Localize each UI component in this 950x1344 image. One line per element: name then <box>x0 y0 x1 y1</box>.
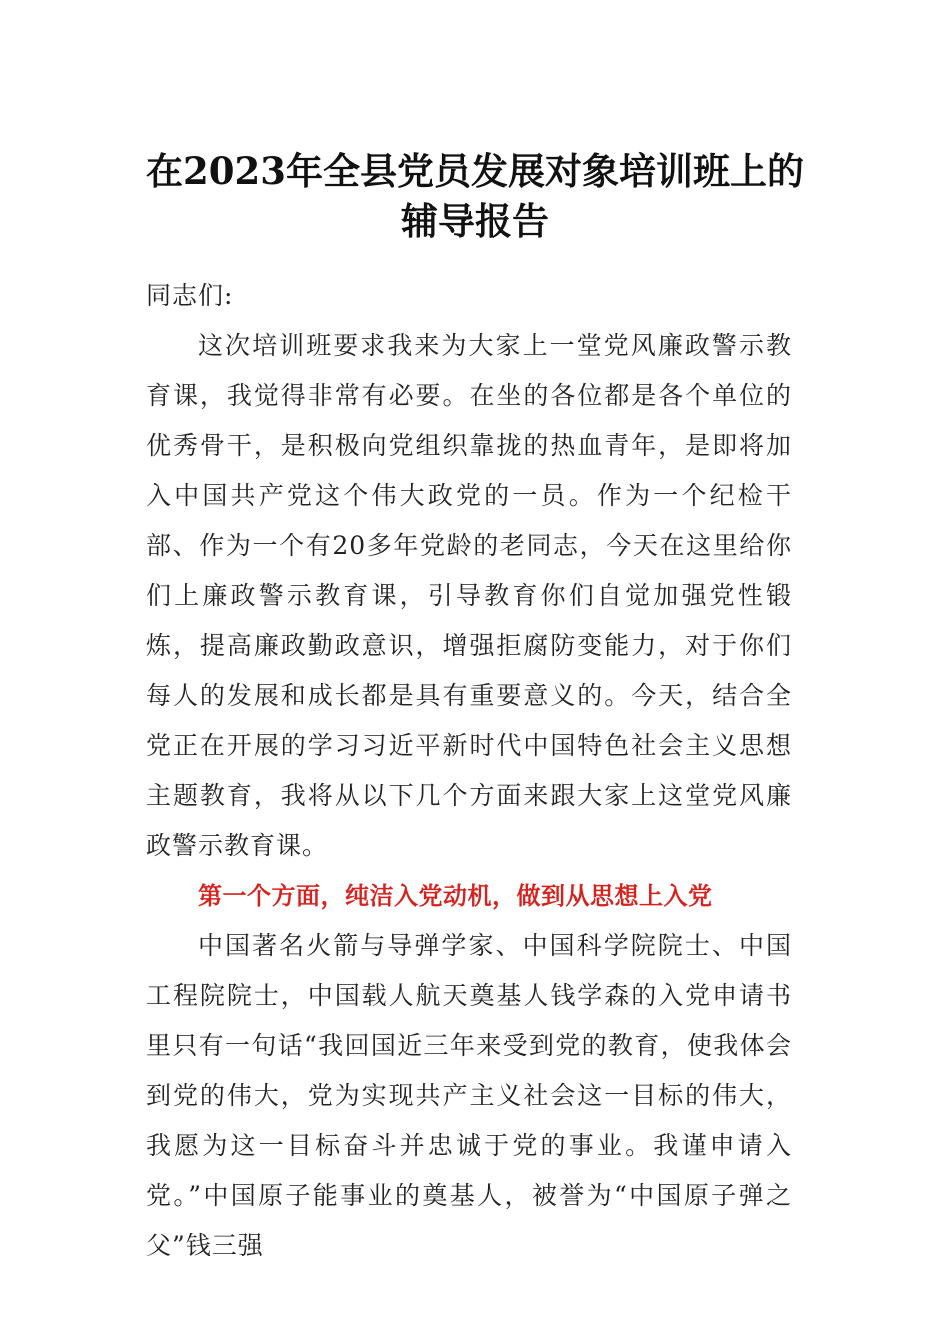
section-heading: 第一个方面，纯洁入党动机，做到从思想上入党 <box>198 882 713 910</box>
document-title: 在2023年全县党员发展对象培训班上的辅导报告 <box>146 149 804 243</box>
section-paragraph: 中国著名火箭与导弹学家、中国科学院院士、中国工程院院士，中国载人航天奠基人钱学森的入党申请书里只有一句话“我回国近三年来受到党的教育，使我体会到党的伟大，党为实现共产主义社会这一目标的伟大，我愿为这一目标奋斗并忠诚于党的事业。我谨申请入党。”中国原子能事业的奠基人，被誉为“中国原子弹之父”钱三强 <box>146 931 792 1260</box>
document-body <box>146 271 792 1271</box>
salutation: 同志们: <box>146 281 234 310</box>
intro-paragraph: 这次培训班要求我来为大家上一堂党风廉政警示教育课，我觉得非常有必要。在坐的各位都是各个单位的优秀骨干，是积极向党组织靠拢的热血青年，是即将加入中国共产党这个伟大政党的一员。作为一个纪检干部、作为一个有20多年党龄的老同志，今天在这里给你们上廉政警示教育课，引导教育你们自觉加强党性锻炼，提高廉政勤政意识，增强拒腐防变能力，对于你们每人的发展和成长都是具有重要意义的。今天，结合全党正在开展的学习习近平新时代中国特色社会主义思想主题教育，我将从以下几个方面来跟大家上这堂党风廉政警示教育课。 <box>146 331 792 860</box>
